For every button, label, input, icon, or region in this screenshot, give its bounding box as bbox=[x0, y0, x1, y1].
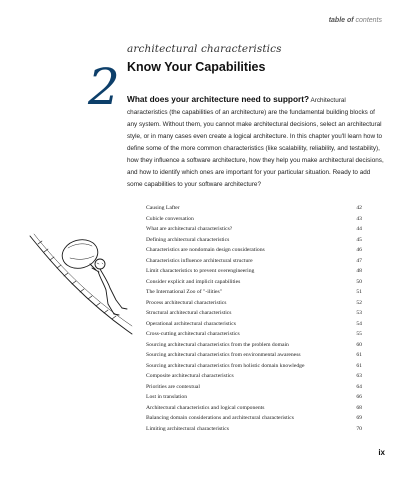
toc-entry-title: Consider explicit and implicit capabilities bbox=[146, 278, 241, 285]
chapter-subtitle: architectural characteristics bbox=[127, 43, 282, 55]
toc-entry[interactable] bbox=[146, 321, 362, 332]
toc-entry-title: What are architectural characteristics? bbox=[146, 226, 233, 232]
toc-entry[interactable] bbox=[146, 415, 362, 426]
toc-entry-title: Cubicle conversation bbox=[146, 215, 194, 222]
toc-entry-page: 63 bbox=[356, 373, 362, 379]
toc-entry-title: Sourcing architectural characteristics from environmental awareness bbox=[146, 352, 301, 358]
toc-entry-title: Structural architectural characteristics bbox=[146, 310, 232, 316]
toc-entry-title: Causing Lafter bbox=[146, 205, 180, 211]
intro-body: Architectural characteristics (the capabilities of an architecture) are the fundamental building blocks of any system. Without them, you cannot make architectural decisions, select an architectural style, or in many cases even create a logical architecture. In this chapter you'll learn how to define some of the more common characteristics (like scalability, reliability, and testability), how they influence a software architecture, how they help you make architectural decisions, and how to identify which ones are important for your particular situation. Ready to add some capabilities to your software architecture? bbox=[127, 97, 384, 189]
chapter-title: Know Your Capabilities bbox=[127, 60, 266, 74]
toc-entry[interactable] bbox=[146, 384, 362, 395]
toc-entry-page: 60 bbox=[356, 341, 362, 348]
toc-entry-page: 68 bbox=[356, 404, 362, 411]
toc-entry-title: Cross-cutting architectural characteristics bbox=[146, 331, 240, 337]
sisyphus-sketch-illustration bbox=[24, 226, 136, 338]
intro-lead: What does your architecture need to support? bbox=[127, 94, 310, 104]
toc-entry-title: Characteristics influence architectural structure bbox=[146, 257, 253, 264]
toc-entry[interactable] bbox=[146, 405, 362, 416]
toc-entry-page: 42 bbox=[356, 205, 362, 211]
chapter-number: 2 bbox=[88, 58, 120, 116]
toc-entry[interactable] bbox=[146, 394, 362, 405]
toc-entry-title: Limiting architectural characteristics bbox=[146, 425, 230, 432]
toc-entry[interactable] bbox=[146, 331, 362, 342]
toc-entry[interactable] bbox=[146, 247, 362, 258]
toc-entry-title: Lost in translation bbox=[146, 394, 188, 400]
toc-entry-title: Limit characteristics to prevent overengineering bbox=[146, 268, 255, 274]
toc-entry-page: 53 bbox=[356, 310, 362, 316]
toc-entry-title: Operational architectural characteristics bbox=[146, 320, 236, 327]
toc-entry-title: Process architectural characteristics bbox=[146, 299, 227, 306]
toc-entry-page: 55 bbox=[356, 331, 362, 337]
header-contents-label: contents bbox=[355, 17, 382, 24]
toc-entry-page: 70 bbox=[356, 425, 362, 432]
toc-entry-page: 61 bbox=[356, 352, 362, 358]
toc-entry[interactable] bbox=[146, 426, 362, 437]
chapter-intro bbox=[127, 93, 385, 191]
toc-entry-page: 46 bbox=[356, 247, 362, 253]
toc-entry-page: 48 bbox=[356, 268, 362, 274]
page-number: ix bbox=[378, 448, 385, 457]
toc-entry[interactable] bbox=[146, 258, 362, 269]
toc-entry[interactable] bbox=[146, 205, 362, 216]
toc-entry[interactable] bbox=[146, 363, 362, 374]
toc-entry-title: The International Zoo of "-ilities" bbox=[146, 289, 223, 295]
toc-entry-page: 43 bbox=[356, 215, 362, 222]
toc-entry-page: 61 bbox=[356, 362, 362, 369]
toc-entry[interactable] bbox=[146, 279, 362, 290]
toc-entry-page: 45 bbox=[356, 236, 362, 243]
toc-entry-page: 47 bbox=[356, 257, 362, 264]
toc-entry-title: Sourcing architectural characteristics from the problem domain bbox=[146, 341, 289, 348]
toc-entry-page: 64 bbox=[356, 383, 362, 390]
table-of-contents bbox=[146, 205, 362, 436]
toc-entry-page: 66 bbox=[356, 394, 362, 400]
toc-entry-page: 52 bbox=[356, 299, 362, 306]
toc-entry-title: Sourcing architectural characteristics from holistic domain knowledge bbox=[146, 362, 305, 369]
toc-entry-page: 50 bbox=[356, 278, 362, 285]
toc-entry-page: 69 bbox=[356, 415, 362, 421]
toc-entry-page: 51 bbox=[356, 289, 362, 295]
header-table-label: table of bbox=[328, 17, 354, 24]
toc-entry[interactable] bbox=[146, 310, 362, 321]
toc-entry-page: 44 bbox=[356, 226, 362, 232]
toc-entry[interactable] bbox=[146, 226, 362, 237]
running-header bbox=[329, 17, 382, 24]
toc-entry[interactable] bbox=[146, 373, 362, 384]
toc-entry-title: Composite architectural characteristics bbox=[146, 373, 234, 379]
toc-entry[interactable] bbox=[146, 289, 362, 300]
toc-entry[interactable] bbox=[146, 268, 362, 279]
toc-entry-page: 54 bbox=[356, 320, 362, 327]
toc-entry[interactable] bbox=[146, 300, 362, 311]
toc-entry[interactable] bbox=[146, 237, 362, 248]
toc-entry-title: Architectural characteristics and logical components bbox=[146, 404, 265, 411]
toc-entry[interactable] bbox=[146, 352, 362, 363]
toc-entry-title: Balancing domain considerations and architectural characteristics bbox=[146, 415, 295, 421]
toc-entry-title: Priorities are contextual bbox=[146, 383, 200, 390]
toc-entry-title: Characteristics are nondomain design considerations bbox=[146, 247, 265, 253]
toc-entry-title: Defining architectural characteristics bbox=[146, 236, 230, 243]
toc-entry[interactable] bbox=[146, 216, 362, 227]
toc-entry[interactable] bbox=[146, 342, 362, 353]
